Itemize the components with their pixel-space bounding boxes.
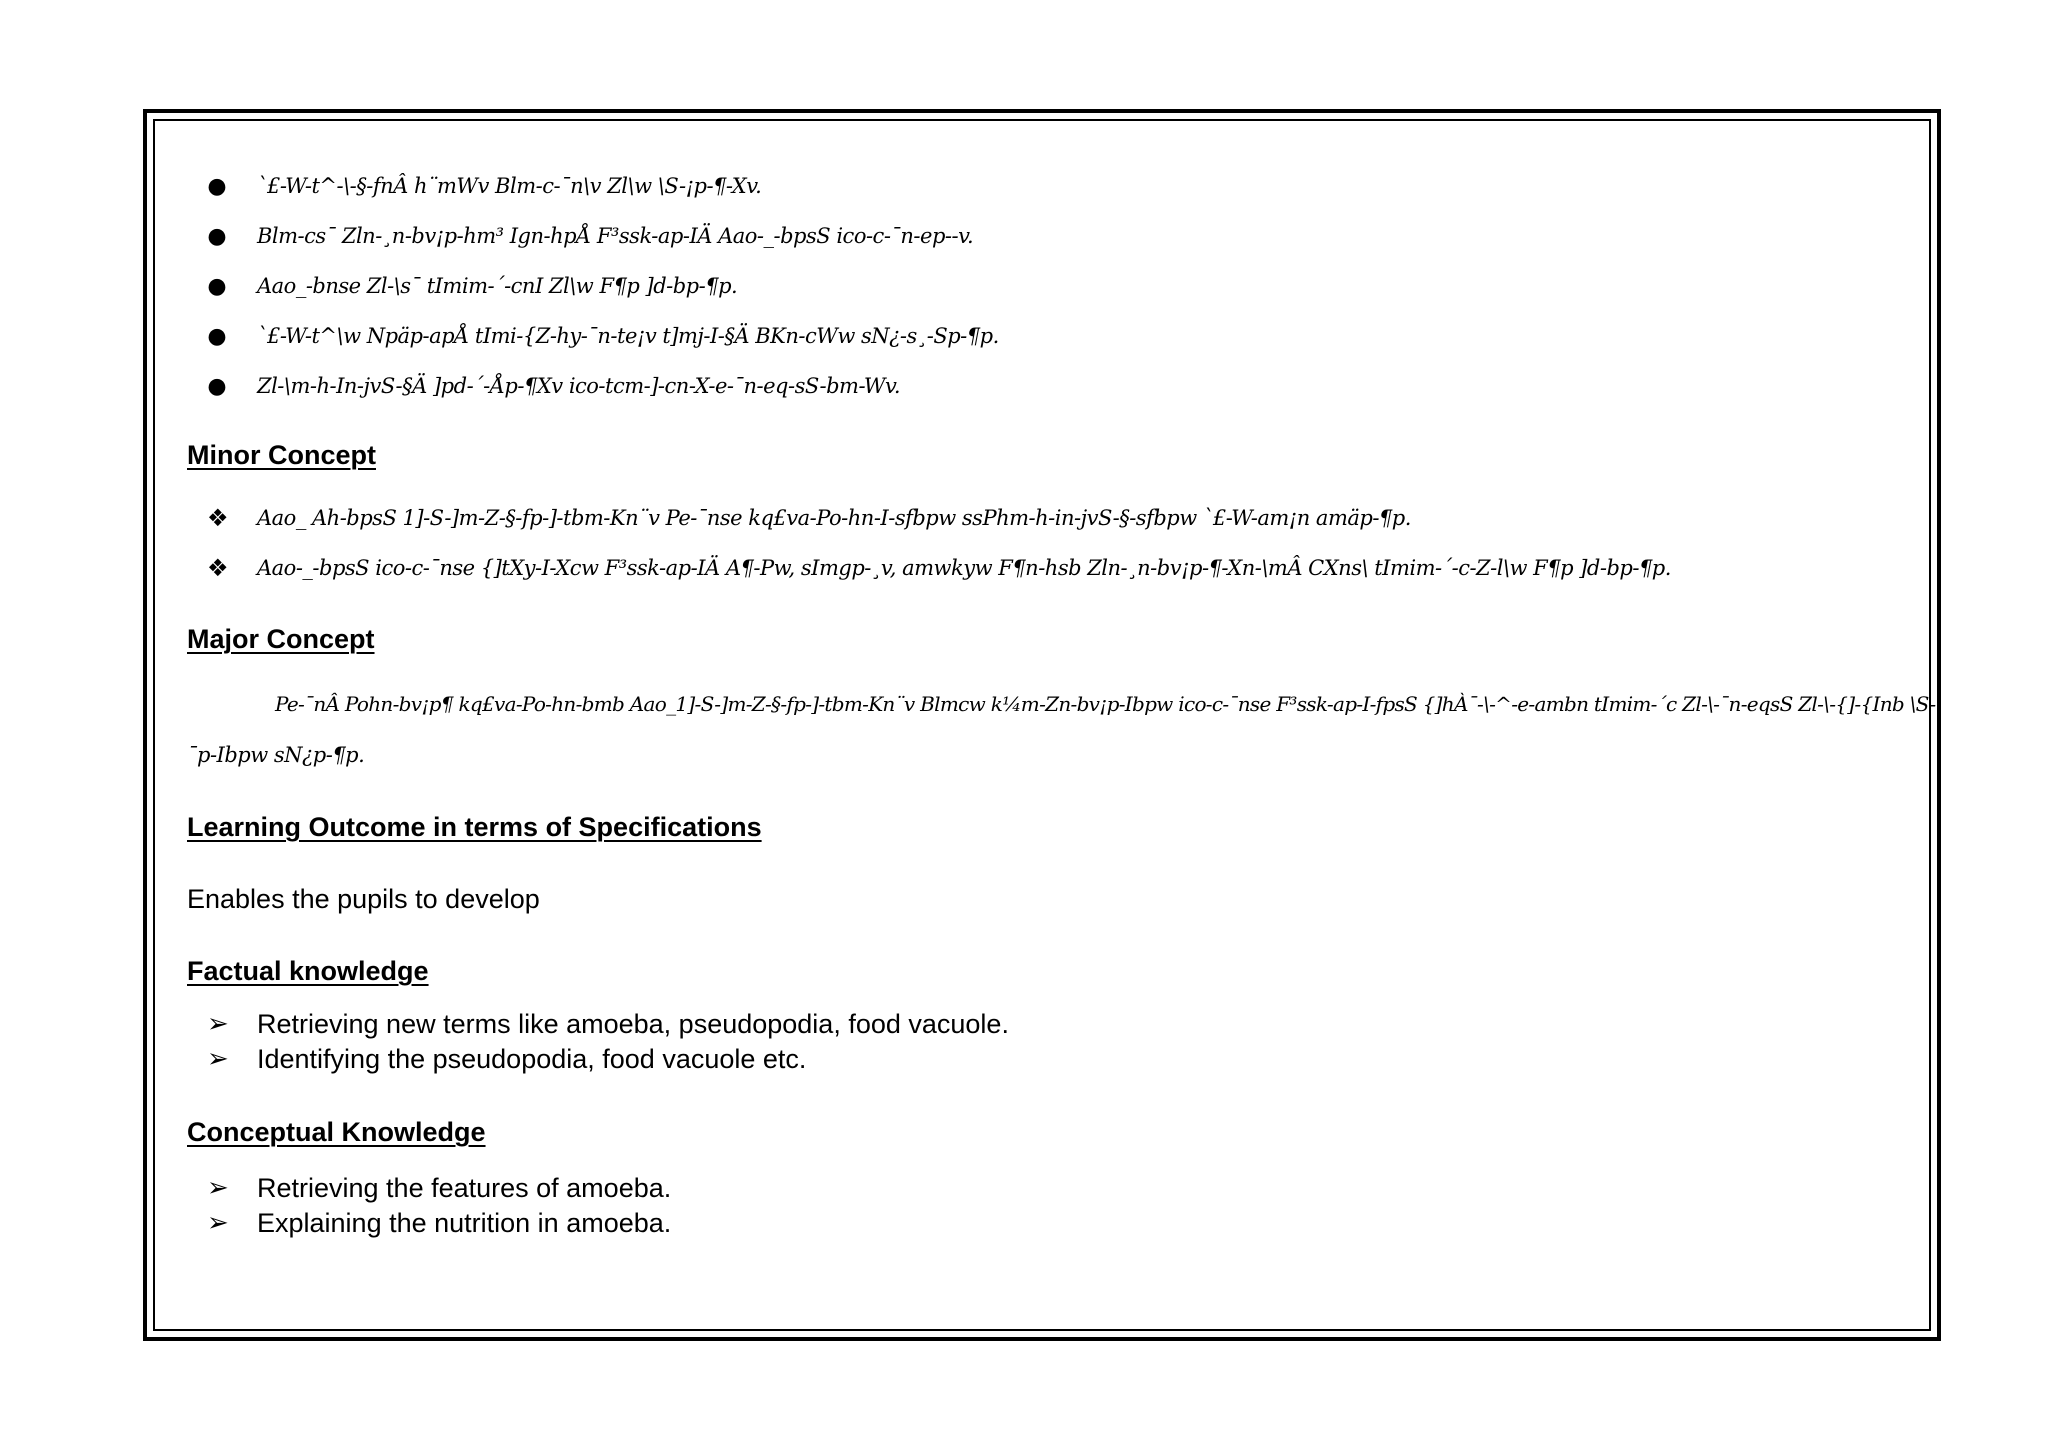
factual-knowledge-heading: Factual knowledge [187, 956, 429, 986]
bullet-dot-icon: ● [207, 273, 227, 299]
minor-concept-heading: Minor Concept [187, 440, 376, 470]
major-concept-heading: Major Concept [187, 624, 375, 654]
diamond-bullet-icon: ❖ [207, 554, 229, 582]
arrow-bullet-icon: ➢ [207, 1044, 229, 1074]
arrow-bullet-icon: ➢ [207, 1009, 229, 1039]
arrow-bullet-icon: ➢ [207, 1173, 229, 1203]
page-border-inner [153, 119, 1931, 1331]
list-item-text: `£-W-t^\w Npäp-apÅ tImi-{Z-hy-¯n-te¡v t]mj-I-§Ä BKn-cWw sN¿-s¸-Sp-¶p. [257, 324, 999, 348]
list-item-text: Retrieving the features of amoeba. [257, 1172, 672, 1203]
bullet-dot-icon: ● [207, 373, 227, 399]
list-item-text: Aao-_-bpsS ico-c-¯nse {]tXy-I-Xcw F³ssk-ap-IÄ A¶-Pw, sImgp-¸v, amwkyw F¶n-hsb Zln-¸n-bv¡p-¶-Xn-\mÂ CXns\ tImim-´-c-Z-l\w F¶p ]d-bp-¶p. [257, 556, 1671, 580]
list-item-text: Retrieving new terms like amoeba, pseudopodia, food vacuole. [257, 1008, 1009, 1039]
arrow-bullet-icon: ➢ [207, 1208, 229, 1238]
list-item-text: `£-W-t^-\-§-fnÂ h¨mWv Blm-c-¯n\v Zl\w \S-¡p-¶-Xv. [257, 174, 762, 198]
major-concept-line-1: Pe-¯nÂ Pohn-bv¡p¶ kq£va-Po-hn-bmb Aao_1]-S-]m-Z-§-fp-]-tbm-Kn¨v Blmcw k¼m-Zn-bv¡p-Ibpw ico-c-¯nse F³ssk-ap-I-fpsS {]hÀ¯-\-^-e-ambn tImim-´c Zl-\-¯n-eqsS Zl-\-{]-{Inb \S- [275, 692, 1936, 716]
diamond-bullet-icon: ❖ [207, 504, 229, 532]
learning-outcome-text: Enables the pupils to develop [187, 884, 540, 914]
conceptual-knowledge-heading: Conceptual Knowledge [187, 1117, 486, 1147]
list-item-text: Blm-cs¯ Zln-¸n-bv¡p-hm³ Ign-hpÅ F³ssk-ap-IÄ Aao-_-bpsS ico-c-¯n-ep--v. [257, 224, 974, 248]
bullet-dot-icon: ● [207, 323, 227, 349]
learning-outcome-heading: Learning Outcome in terms of Specifications [187, 812, 762, 842]
major-concept-line-2: ¯p-Ibpw sN¿p-¶p. [187, 743, 365, 767]
list-item-text: Zl-\m-h-In-jvS-§Ä ]pd-´-Åp-¶Xv ico-tcm-]-cn-X-e-¯n-eq-sS-bm-Wv. [257, 374, 901, 398]
list-item-text: Aao_-bnse Zl-\s¯ tImim-´-cnI Zl\w F¶p ]d-bp-¶p. [257, 274, 738, 298]
list-item-text: Explaining the nutrition in amoeba. [257, 1207, 672, 1238]
bullet-dot-icon: ● [207, 223, 227, 249]
list-item-text: Identifying the pseudopodia, food vacuole etc. [257, 1043, 807, 1074]
bullet-dot-icon: ● [207, 173, 227, 199]
list-item-text: Aao_ Ah-bpsS 1]-S-]m-Z-§-fp-]-tbm-Kn¨v Pe-¯nse kq£va-Po-hn-I-sfbpw ssPhm-h-in-jvS-§-sfbpw `£-W-am¡n amäp-¶p. [257, 506, 1411, 530]
